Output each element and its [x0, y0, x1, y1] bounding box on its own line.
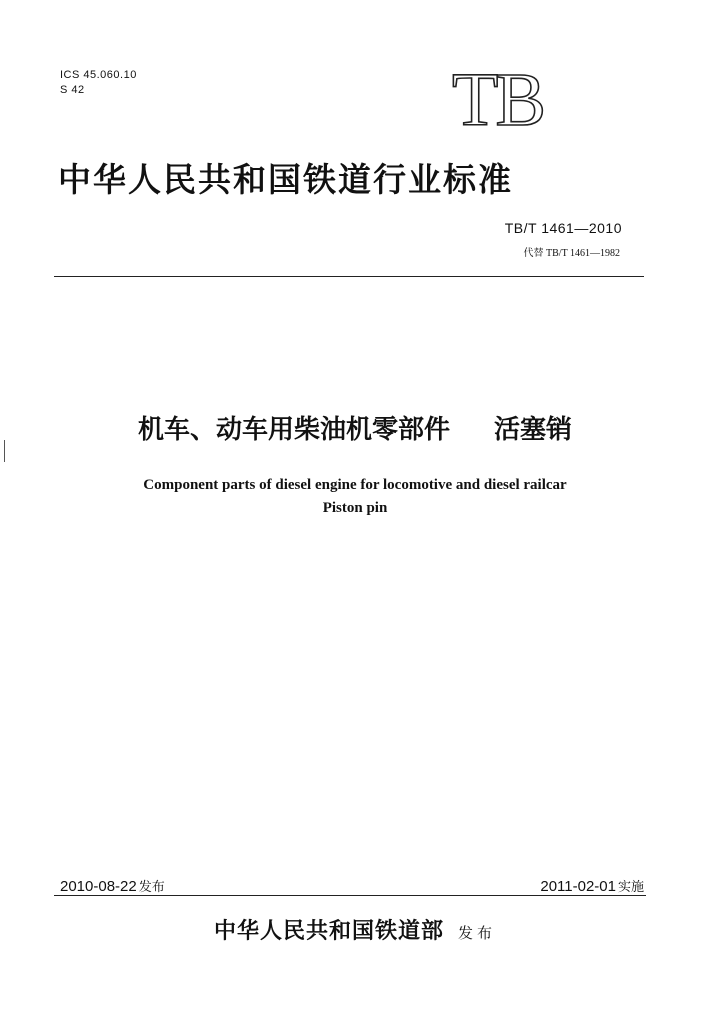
document-subtitle-english: Piston pin — [322, 500, 388, 516]
publisher — [0, 914, 710, 945]
category-code: S 42 — [60, 84, 85, 96]
issue-label: 发布 — [138, 880, 165, 895]
issue-date — [60, 876, 165, 895]
issue-date-value: 2010-08-22 — [60, 878, 137, 895]
tb-logo: TB — [452, 58, 544, 142]
industry-standard-title: 中华人民共和国铁道行业标准 — [58, 160, 513, 199]
replaces-standard: 代替 TB/T 1461—1982 — [523, 248, 620, 259]
title-part-2: 活塞销 — [494, 415, 573, 445]
implementation-date-value: 2011-02-01 — [540, 878, 616, 895]
publisher-action: 发布 — [458, 924, 497, 942]
standard-number: TB/T 1461—2010 — [504, 220, 622, 236]
publisher-name: 中华人民共和国铁道部 — [213, 918, 444, 944]
implementation-date — [540, 876, 644, 895]
classification-codes — [60, 68, 137, 98]
header-divider — [54, 276, 644, 277]
footer-divider — [54, 895, 646, 896]
document-title-english: Component parts of diesel engine for locomotive and diesel railcar — [143, 477, 567, 493]
ics-code: ICS 45.060.10 — [60, 69, 137, 81]
title-part-1: 机车、动车用柴油机零部件 — [137, 415, 450, 445]
document-title-chinese — [0, 410, 710, 450]
implementation-label: 实施 — [617, 880, 644, 895]
